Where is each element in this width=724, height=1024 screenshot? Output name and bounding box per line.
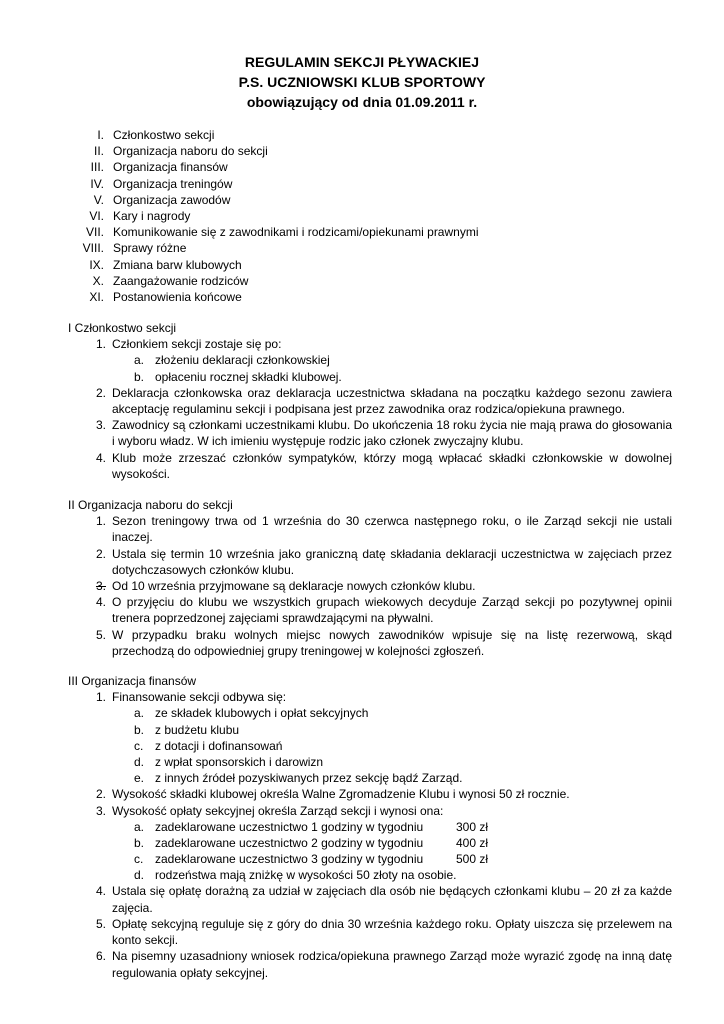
item-text: Ustala się opłatę dorażną za udział w zajęciach dla osób nie będących członkami klubu – 20 zł za każde zajęcia. [112,884,672,915]
toc-label: Organizacja finansów [113,160,228,175]
section-heading: II Organizacja naboru do sekcji [68,498,233,512]
item-text: O przyjęciu do klubu we wszystkich grupach wiekowych decyduje Zarząd sekcji po pozytywnej opinii trenera poprzedzonej zajęciami sprawdzającymi na pływalni. [112,595,672,626]
toc-number: X. [92,273,104,288]
fee-item [68,819,672,835]
list-item [68,336,672,352]
sub-item [68,705,672,721]
toc-label: Organizacja naboru do sekcji [113,144,268,159]
section-heading: III Organizacja finansów [68,674,197,688]
section-heading: I Członkostwo sekcji [68,321,177,335]
item-text: W przypadku braku wolnych miejsc nowych zawodników wpisuje się na listę rezerwową, skąd przechodzą do odpowiedniej grupy treningowej w kolejności zgłoszeń. [112,627,672,658]
item-text: Członkiem sekcji zostaje się po: [112,337,282,352]
toc-number: III. [90,160,104,175]
list-item [68,450,672,482]
toc-number: VI. [89,208,104,223]
item-number: 5. [95,627,106,642]
item-text: Finansowanie sekcji odbywa się: [112,690,287,705]
item-number: 4. [95,595,106,610]
sub-item-text: opłaceniu rocznej składki klubowej. [155,369,342,384]
toc-label: Organizacja zawodów [113,192,231,207]
toc-item [70,224,670,240]
item-number: 1. [95,337,106,352]
fee-amount: 400 zł [456,835,489,850]
sub-item-letter: d. [134,754,145,769]
fee-item [68,835,672,851]
item-number: 5. [95,916,106,931]
sub-item-letter: e. [134,771,145,786]
list-item [68,385,672,417]
sub-item-text: z dotacji i dofinansowań [155,738,283,753]
sub-item-text: złożeniu deklaracji członkowskiej [155,353,330,368]
item-number: 2. [95,546,106,561]
sub-item [68,722,672,738]
item-number: 1. [95,690,106,705]
toc-number: XI. [89,289,104,304]
sub-item-letter: a. [134,353,145,368]
toc-item [70,240,670,256]
item-number: 2. [95,787,106,802]
toc-number: VIII. [82,241,104,256]
fee-description: rodzeństwa mają zniżkę w wysokości 50 złoty na osobie. [155,868,457,883]
item-number: 2. [95,385,106,400]
sub-item-letter: b. [134,369,145,384]
sub-item-text: z wpłat sponsorskich i darowizn [155,754,324,769]
list-item [68,594,672,626]
sub-item-letter: b. [134,722,145,737]
toc-label: Postanowienia końcowe [113,289,242,304]
item-text: Od 10 września przyjmowane są deklaracje nowych członków klubu. [112,579,476,593]
sub-item-letter: a. [134,819,145,834]
item-text: Deklaracja członkowska oraz deklaracja uczestnictwa składana na początku każdego sezonu zawiera akceptację regulaminu sekcji i podpisana jest przez zawodnika oraz rodzica/opiekuna prawnego. [112,385,672,416]
item-text: Na pisemny uzasadniony wniosek rodzica/opiekuna prawnego Zarząd może wyrazić zgodę na inną datę regulowania opłaty sekcyjnej. [112,949,672,980]
toc-number: VII. [85,225,104,240]
item-text: Klub może zrzeszać członków sympatyków, którzy mogą wpłacać składki członkowskie w dowolnej wysokości. [112,450,672,481]
item-text: Wysokość składki klubowej określa Walne Zgromadzenie Klubu i wynosi 50 zł rocznie. [112,787,570,802]
list-item [68,883,672,915]
toc-label: Zaangażowanie rodziców [113,273,249,288]
toc-item [70,289,670,305]
sub-item-letter: b. [134,835,145,850]
toc-label: Kary i nagrody [113,208,191,223]
sub-item [68,738,672,754]
toc-item [70,273,670,289]
item-number: 4. [95,884,106,899]
sub-item-letter: d. [134,868,145,883]
table-of-contents [70,127,670,305]
item-number: 3. [95,803,106,818]
fee-item [68,851,672,867]
toc-item [70,192,670,208]
sub-item [68,369,672,385]
sub-item-letter: a. [134,706,145,721]
list-item [68,513,672,545]
fee-description: zadeklarowane uczestnictwo 2 godziny w tygodniu [155,835,424,850]
toc-item [70,159,670,175]
fee-item [68,867,672,883]
toc-number: V. [93,192,104,207]
club-name: P.S. UCZNIOWSKI KLUB SPORTOWY [238,74,486,90]
toc-number: II. [93,144,104,159]
item-number: 3. [95,418,106,433]
list-item [68,578,672,594]
item-number: 1. [95,514,106,529]
sub-item [68,770,672,786]
effective-date: obowiązujący od dnia 01.09.2011 r. [246,94,478,110]
toc-label: Członkostwo sekcji [113,128,215,142]
list-item [68,627,672,659]
sub-item-text: ze składek klubowych i opłat sekcyjnych [155,706,369,721]
list-item [68,786,672,802]
sub-item [68,754,672,770]
toc-label: Komunikowanie się z zawodnikami i rodzicami/opiekunami prawnymi [113,225,479,240]
sub-item-letter: c. [134,852,144,867]
toc-label: Organizacja treningów [113,176,233,191]
list-item [68,803,672,819]
item-number: 3. [95,579,106,593]
toc-item [70,127,670,143]
item-text: Sezon treningowy trwa od 1 września do 30 czerwca następnego roku, o ile Zarząd sekcji nie ustali inaczej. [112,514,672,545]
item-text: Wysokość opłaty sekcyjnej określa Zarząd sekcji i wynosi ona: [112,803,444,818]
toc-item [70,257,670,273]
list-item [68,546,672,578]
fee-amount: 500 zł [456,852,489,867]
section-recruitment [68,497,672,659]
toc-number: IX. [89,257,104,272]
toc-item [70,143,670,159]
toc-label: Zmiana barw klubowych [113,257,242,272]
section-membership [68,320,672,482]
item-text: Zawodnicy są członkami uczestnikami klubu. Do ukończenia 18 roku życia nie mają prawa do głosowania i wyboru władz. W ich imieniu występuje rodzic jako członek zwyczajny klubu. [112,418,672,449]
toc-number: IV. [90,176,104,191]
sub-item [68,352,672,368]
fee-description: zadeklarowane uczestnictwo 3 godziny w tygodniu [155,852,424,867]
section-finances [68,673,672,981]
item-number: 6. [95,949,106,964]
sub-item-text: z innych źródeł pozyskiwanych przez sekcję bądź Zarząd. [155,771,463,786]
sub-item-text: z budżetu klubu [155,722,240,737]
list-item [68,916,672,948]
toc-item [70,176,670,192]
list-item [68,417,672,449]
sub-item-letter: c. [134,738,144,753]
item-text: Ustala się termin 10 września jako graniczną datę składania deklaracji uczestnictwa w zajęciach przez dotychczasowych członków klubu. [112,546,672,577]
list-item [68,689,672,705]
fee-description: zadeklarowane uczestnictwo 1 godziny w tygodniu [155,819,424,834]
document-title: REGULAMIN SEKCJI PŁYWACKIEJ [244,54,480,70]
list-item [68,948,672,980]
item-text: Opłatę sekcyjną reguluje się z góry do dnia 30 września każdego roku. Opłaty uiszcza się przelewem na konto sekcji. [112,916,672,948]
toc-label: Sprawy różne [113,241,187,256]
toc-number: I. [97,128,104,142]
fee-amount: 300 zł [456,819,489,834]
item-number: 4. [95,450,106,465]
toc-item [70,208,670,224]
